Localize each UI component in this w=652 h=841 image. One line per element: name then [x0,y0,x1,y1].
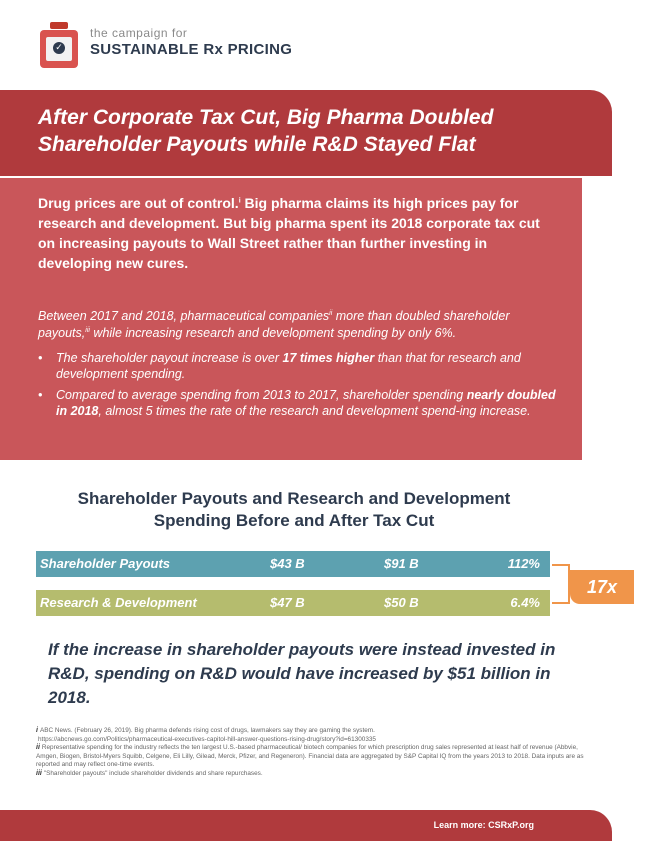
footnote-ref-i: i [238,197,241,205]
page-title-line2: Shareholder Payouts while R&D Stayed Flat [38,133,476,156]
page-title-line1: After Corporate Tax Cut, Big Pharma Doubled [38,106,494,129]
footnote [36,736,596,745]
footnote-text: ABC News. (February 26, 2019). Big pharma defends rising cost of drugs, lawmakers say they are gaming the system. [39,727,375,734]
footnote-mark: iii [36,769,42,777]
check-icon: ✓ [53,42,65,54]
table-row-research-development [36,590,550,616]
value-change: 112% [507,556,540,571]
bullet-text: Compared to average spending from 2013 to 2017, shareholder spending [56,388,467,402]
footnote-text: "Shareholder payouts" include shareholder dividends and share repurchases. [43,769,263,777]
bullet-item [38,387,562,419]
footnote-text: Representative spending for the industry reflects the ten largest U.S.-based pharmaceutical/ biotech companies for which prescription drug sales represented at least half of revenue (Abbvie, Amgen, Biogen, Bristol-Myers Squibb, Celgene, Eli Lilly, Gilead, Merck, Pfizer, and Regeneron). Financial data are aggregated by S&P Capital IQ from the years 2013 to 2018. Data inputs are as reported and may reflect one-time events. [36,744,584,769]
footnote-link[interactable]: https://abcnews.go.com/Politics/pharmaceutical-executives-capitol-hill-answer-questions-rising-drug/story?id=61300335 [38,735,376,743]
footnote-ref-iii: iii [85,326,90,334]
detail-text-1: Between 2017 and 2018, pharmaceutical companies [38,309,330,323]
summary-section [0,178,582,460]
bullet-icon: • [38,351,43,365]
footnote-mark: ii [36,744,40,752]
footnote [36,770,596,779]
detail-text-2: more than doubled shareholder payouts, [38,309,510,340]
intro-text-2: Big pharma claims its high prices pay for research and development. But big pharma spent its 2018 corporate tax cut on increasing payouts to Wall Street rather than further investing in developing new cures. [38,195,540,271]
bullet-emphasis: 17 times higher [282,351,375,365]
bullet-emphasis: nearly doubled in 2018 [56,388,556,418]
row-label: Research & Development [40,595,197,610]
detail-paragraph [38,308,562,342]
intro-text-1: Drug prices are out of control. [38,195,239,211]
bullet-text: than that for research and development spending. [56,351,521,381]
row-label: Shareholder Payouts [40,556,171,571]
ratio-badge: 17x [570,570,634,604]
footnote [36,727,596,736]
value-after: $50 B [384,595,419,610]
value-change: 6.4% [510,595,540,610]
bullet-icon: • [38,388,43,402]
brand-name: SUSTAINABLE Rx PRICING [90,41,293,58]
footnote [36,744,596,770]
bullet-text: , almost 5 times the rate of the research and development spend-ing increase. [98,404,531,418]
value-before: $43 B [270,556,305,571]
footer-band [0,810,612,841]
bullet-item [38,350,562,382]
conclusion-statement: If the increase in shareholder payouts were instead invested in R&D, spending on R&D would have increased by $51 billion in 2018. [48,640,556,707]
value-before: $47 B [270,595,305,610]
title-banner [0,90,612,176]
bullet-text: The shareholder payout increase is over [56,351,283,365]
bullet-list [38,350,562,424]
value-after: $91 B [384,556,419,571]
table-row-shareholder-payouts [36,551,550,577]
intro-paragraph [38,193,558,273]
csrxp-logo [36,22,82,68]
learn-more-link[interactable]: Learn more: CSRxP.org [433,820,534,830]
pill-bottle-cap-icon [50,22,68,29]
footnote-mark: i [36,727,38,734]
footnotes [36,727,596,779]
detail-text-3: while increasing research and development spending by only 6%. [89,326,457,340]
comparison-bracket [552,564,570,604]
brand-tagline: the campaign for [90,26,188,40]
chart-title: Shareholder Payouts and Research and Development Spending Before and After Tax Cut [77,489,511,530]
footnote-ref-ii: ii [329,309,333,317]
page-title [38,104,598,158]
